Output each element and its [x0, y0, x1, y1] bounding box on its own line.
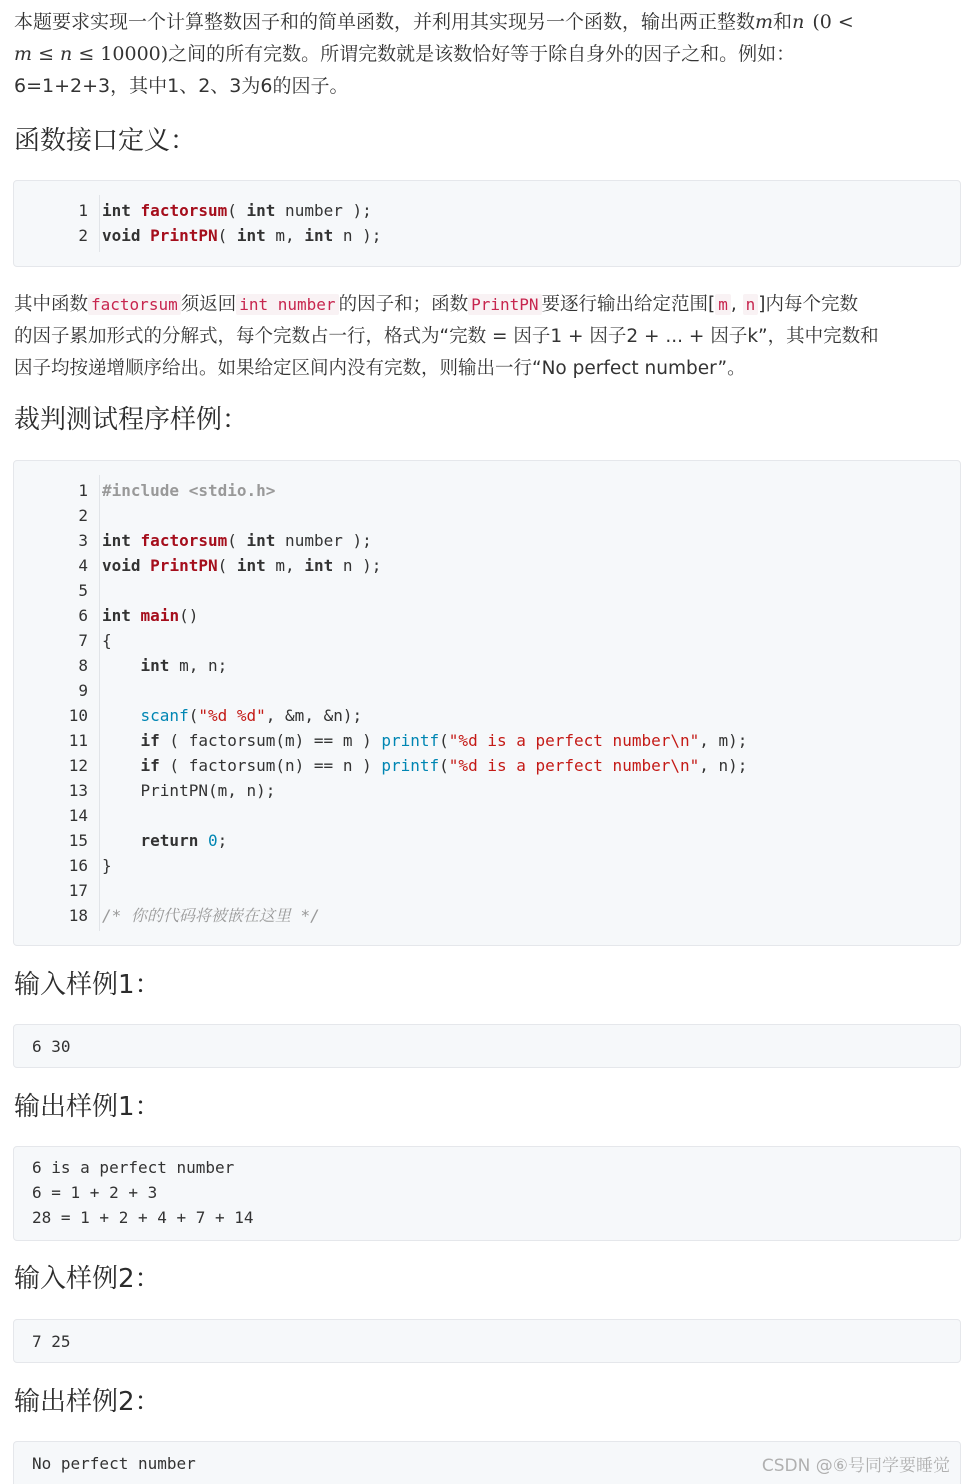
sample-line: 6 30 — [32, 1037, 71, 1056]
code-line: void PrintPN( int m, int n ); — [102, 226, 382, 245]
math-range-close: ≤ 10000) — [78, 43, 169, 65]
judge-code-block — [13, 460, 961, 946]
inline-code: int number — [236, 294, 338, 315]
sample-line: 6 = 1 + 2 + 3 — [32, 1183, 158, 1202]
heading-judge-program: 裁判测试程序样例： — [14, 405, 249, 435]
line-number: 9 — [78, 681, 88, 700]
input-sample-1-block — [13, 1024, 961, 1068]
code-line: if ( factorsum(m) == m ) printf("%d is a perfect number\n", m); — [140, 731, 748, 750]
sample-line: No perfect number — [32, 1454, 196, 1473]
line-number: 13 — [68, 781, 88, 800]
math-le: ≤ — [38, 43, 54, 65]
code-line: return 0; — [140, 831, 228, 850]
inline-code: n — [743, 294, 759, 315]
intro-text: 6=1+2+3，其中1、2、3为6的因子。 — [14, 75, 349, 97]
code-line: int factorsum( int number ); — [102, 531, 372, 550]
line-number: 16 — [68, 856, 88, 875]
sample-line: 6 is a perfect number — [32, 1158, 235, 1177]
heading-input-sample-1: 输入样例1： — [14, 970, 161, 1000]
function-description: 其中函数 factorsum 须返回 int number 的因子和；函数 PrintPN 要逐行输出给定范围[ m , n ]内每个完数 的因子累加形式的分解式，每个完数占一行，格式为“完数 = 因子1 + 因子2 + ... + 因子k”，其中完数和 因子均按递增顺序给出。如果给定区间内没有完数，则输出一行“No perfect number”。 — [14, 294, 879, 379]
code-line: { — [102, 631, 112, 650]
math-m: m — [14, 43, 33, 65]
csdn-watermark: CSDN @⑥号同学要睡觉 — [761, 1456, 950, 1476]
problem-intro — [14, 6, 954, 102]
math-range-open: (0 < — [812, 11, 854, 33]
math-n: n — [60, 43, 73, 65]
code-line: PrintPN(m, n); — [140, 781, 276, 800]
line-number: 2 — [78, 506, 88, 525]
intro-text: 和 — [773, 11, 793, 33]
code-line: int main() — [102, 606, 199, 625]
line-number: 2 — [78, 226, 88, 245]
line-number: 10 — [68, 706, 88, 725]
inline-code: factorsum — [88, 294, 181, 315]
heading-interface: 函数接口定义： — [14, 126, 197, 156]
code-line: int m, n; — [140, 656, 228, 675]
heading-input-sample-2: 输入样例2： — [14, 1264, 161, 1294]
intro-text: 之间的所有完数。所谓完数就是该数恰好等于除自身外的因子之和。例如： — [168, 43, 796, 65]
line-number: 15 — [68, 831, 88, 850]
line-number: 1 — [78, 481, 88, 500]
inline-code: m — [715, 294, 731, 315]
line-number: 6 — [78, 606, 88, 625]
sample-line: 28 = 1 + 2 + 4 + 7 + 14 — [32, 1208, 254, 1227]
line-number: 17 — [68, 881, 88, 900]
code-line: if ( factorsum(n) == n ) printf("%d is a perfect number\n", n); — [140, 756, 748, 775]
output-sample-1-block — [13, 1146, 961, 1241]
inline-code: PrintPN — [468, 294, 541, 315]
code-line-comment: /* 你的代码将被嵌在这里 */ — [102, 906, 320, 925]
heading-output-sample-1: 输出样例1： — [14, 1092, 161, 1122]
line-number: 12 — [68, 756, 88, 775]
line-number: 7 — [78, 631, 88, 650]
line-number: 3 — [78, 531, 88, 550]
code-line: int factorsum( int number ); — [102, 201, 372, 220]
line-number: 4 — [78, 556, 88, 575]
code-line: } — [102, 856, 112, 875]
math-m: m — [755, 11, 774, 33]
line-number: 14 — [68, 806, 88, 825]
line-number: 18 — [68, 906, 88, 925]
input-sample-2-block — [13, 1319, 961, 1363]
line-number: 8 — [78, 656, 88, 675]
intro-text: 本题要求实现一个计算整数因子和的简单函数，并利用其实现另一个函数，输出两正整数 — [14, 11, 756, 33]
heading-output-sample-2: 输出样例2： — [14, 1387, 161, 1417]
code-line: void PrintPN( int m, int n ); — [102, 556, 382, 575]
sample-line: 7 25 — [32, 1332, 71, 1351]
line-number: 1 — [78, 201, 88, 220]
code-line-include: #include <stdio.h> — [102, 481, 276, 500]
interface-code-block — [13, 180, 961, 267]
line-number: 11 — [68, 731, 88, 750]
math-n: n — [792, 11, 805, 33]
code-line: scanf("%d %d", &m, &n); — [140, 706, 363, 725]
line-number: 5 — [78, 581, 88, 600]
